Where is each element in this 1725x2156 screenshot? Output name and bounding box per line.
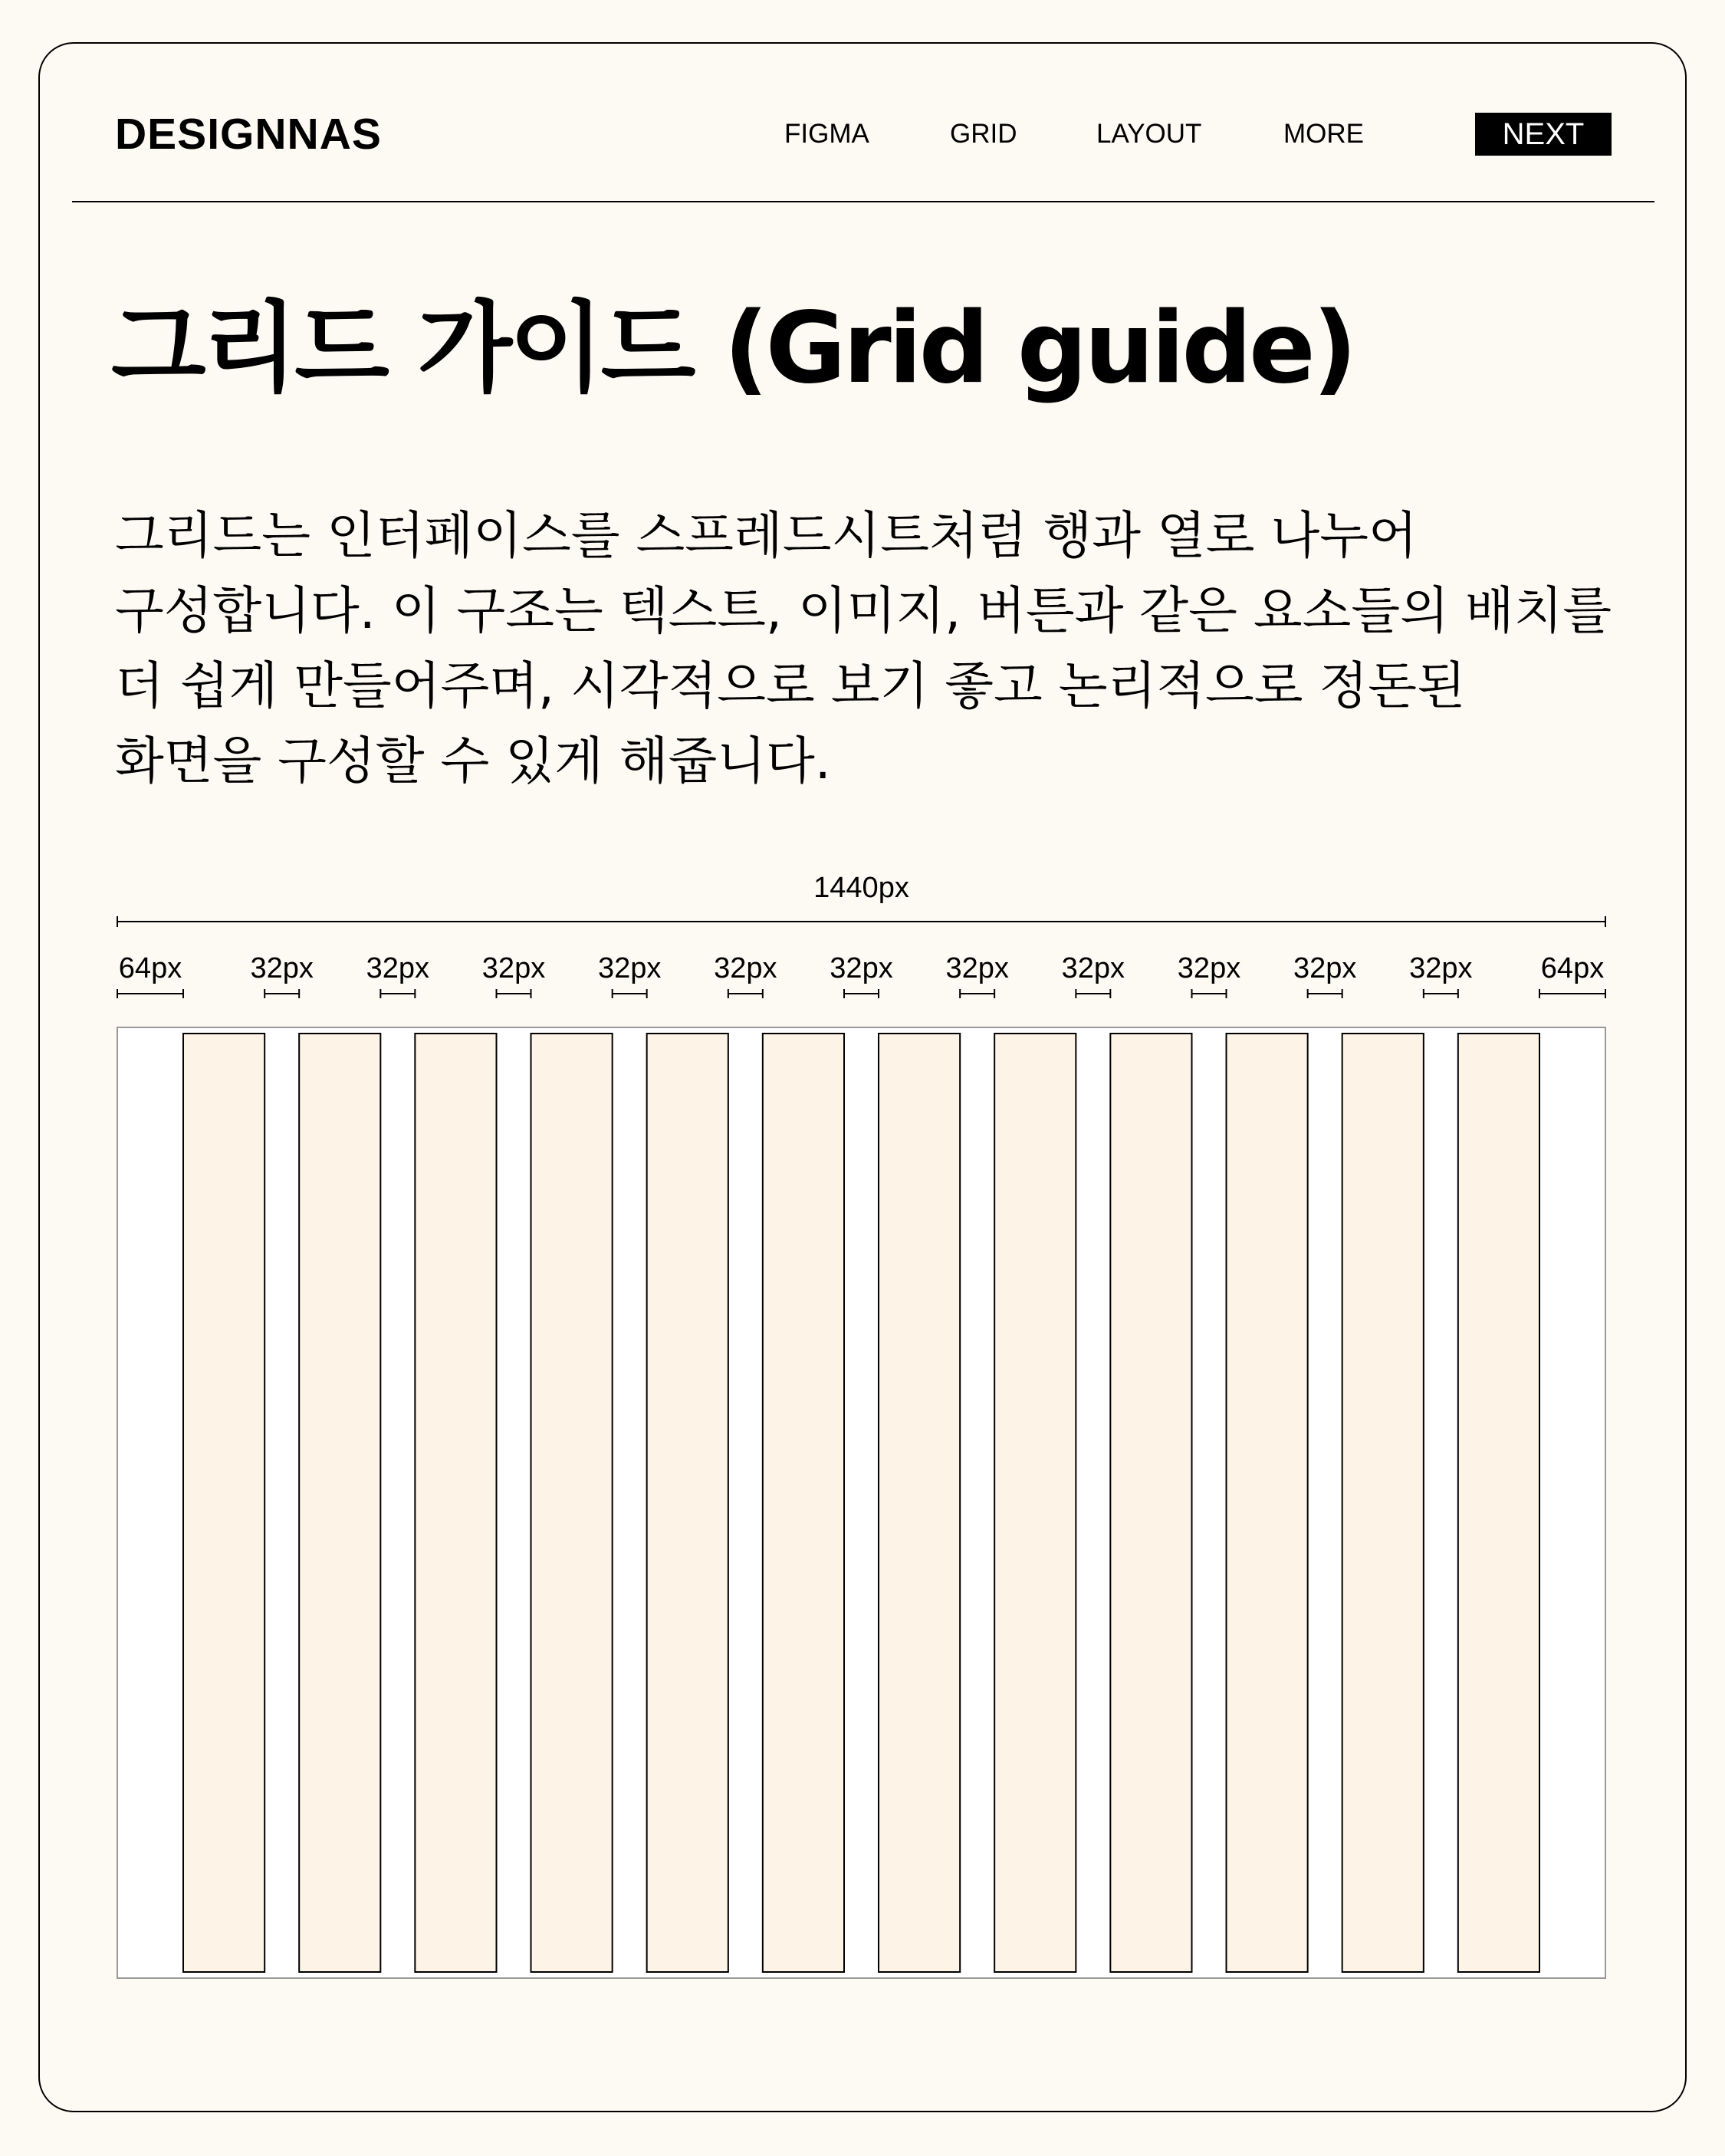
description-line: 그리드는 인터페이스를 스프레드시트처럼 행과 열로 나누어 — [115, 506, 1418, 565]
grid-column — [183, 1034, 264, 1972]
gutter-label: 32px — [250, 952, 314, 984]
description-line: 화면을 구성할 수 있게 해줍니다. — [115, 731, 831, 790]
page-title: 그리드 가이드 (Grid guide) — [111, 291, 1355, 406]
gutter-label: 32px — [945, 952, 1009, 984]
gutter-label: 32px — [1409, 952, 1473, 984]
description-line: 구성합니다. 이 구조는 텍스트, 이미지, 버튼과 같은 요소들의 배치를 — [115, 581, 1612, 640]
gutter-label: 32px — [1061, 952, 1125, 984]
nav-item-grid[interactable]: GRID — [950, 119, 1017, 149]
nav-item-layout[interactable]: LAYOUT — [1096, 119, 1202, 149]
nav-item-more[interactable]: MORE — [1283, 119, 1364, 149]
gutter-label: 32px — [1293, 952, 1357, 984]
grid-column — [1342, 1034, 1424, 1972]
gutter-label: 32px — [714, 952, 777, 984]
total-width-label: 1440px — [813, 872, 909, 904]
grid-column — [763, 1034, 844, 1972]
gutter-label: 32px — [830, 952, 893, 984]
right-margin-label: 64px — [1540, 952, 1605, 984]
nav-item-figma[interactable]: FIGMA — [784, 119, 869, 149]
gutter-label: 32px — [597, 952, 662, 984]
grid-column — [531, 1034, 613, 1972]
grid-column — [1458, 1034, 1539, 1972]
grid-column — [994, 1034, 1076, 1972]
grid-column — [299, 1034, 380, 1972]
gutter-label: 32px — [1177, 952, 1241, 984]
left-margin-label: 64px — [118, 952, 182, 984]
grid-column — [415, 1034, 496, 1972]
grid-column — [1227, 1034, 1308, 1972]
grid-column — [879, 1034, 960, 1972]
grid-column — [1110, 1034, 1191, 1972]
brand-logo[interactable]: DESIGNNAS — [115, 110, 382, 159]
gutter-label: 32px — [481, 952, 546, 984]
gutter-label: 32px — [366, 952, 430, 984]
grid-column — [647, 1034, 728, 1972]
description-line: 더 쉽게 만들어주며, 시각적으로 보기 좋고 논리적으로 정돈된 — [115, 656, 1466, 715]
next-button[interactable]: NEXT — [1475, 113, 1612, 156]
